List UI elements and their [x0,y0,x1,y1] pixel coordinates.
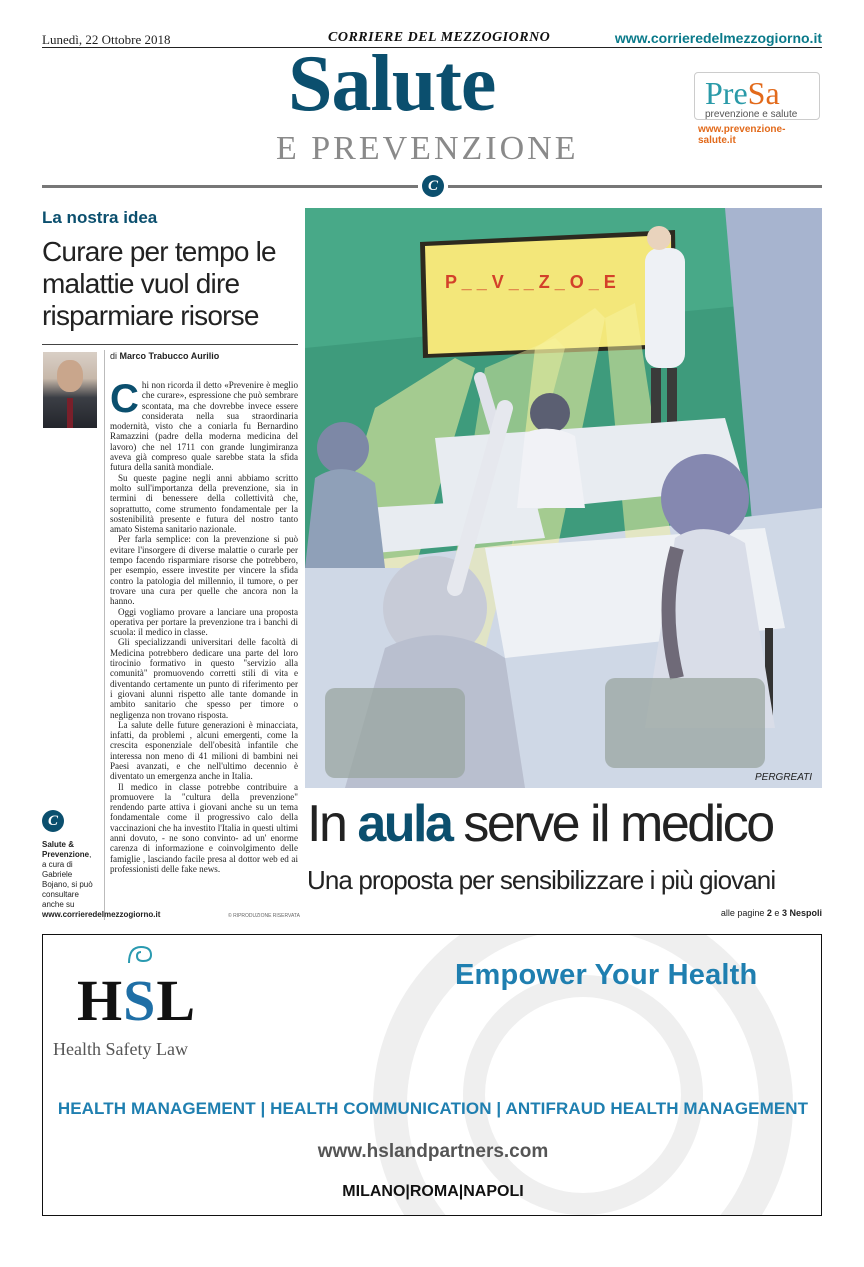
sidebar-note-text: , a cura di Gabriele Bojano, si può consultare anche su [42,850,93,909]
article-paragraph: Per farla semplice: con la prevenzione si può evitare l'insorgere di diverse malattie o curarle per tempo facendo risparmiare risorse che potrebbero, per esempio, essere investite per vincere la sfida contro la patologia del millennio, il tumore, o per trovare una cura per quelle che ancora non la hanno. [110,534,298,607]
feature-subheadline: Una proposta per sensibilizzare i più giovani [307,865,776,895]
sidebar-note-url[interactable]: www.corrieredelmezzogiorno.it [42,910,161,919]
blackboard-text: P _ _ V _ _ Z _ O _ E [445,272,616,292]
hsl-logo [77,968,197,1033]
corriere-c-logo-icon: C [42,810,64,832]
hsl-swirl-icon [127,945,153,965]
newspaper-site-link[interactable]: www.corrieredelmezzogiorno.it [614,30,822,46]
hsl-logo-s: S [123,968,157,1033]
author-face [57,360,83,392]
hsl-logo-l: L [156,968,197,1033]
feature-headline-pre: In [307,795,346,853]
article-kicker: La nostra idea [42,208,158,227]
teacher-coat [645,248,685,368]
student-head [661,454,749,542]
presa-logo[interactable] [694,72,820,146]
student-body [305,469,385,568]
presa-name-sa: Sa [747,75,780,111]
article-body [110,377,298,874]
feature-headline-post: serve il medico [463,795,773,853]
byline-prefix: di [110,351,118,361]
student-head [530,393,570,433]
hsl-logo-h: H [77,968,124,1033]
chair [325,688,465,778]
teacher-leg [651,368,661,428]
author-photo [43,352,97,428]
teacher-head [647,226,671,250]
newspaper-masthead: CORRIERE DEL MEZZOGIORNO [328,30,551,45]
article-paragraph: Il medico in classe potrebbe contribuire a promuovere la "cultura della prevenzione" rendendo parte attiva i giovani anche su un tema fondamentale come il progressivo calo della vaccinazioni che ha investito l'Italia in questi ultimi anni dovuto, - ne sono convinto- ad un' enorme carenza di informazione e coinvolgimento delle famiglie , lasciando facile presa al dottor web ed ai professionisti delle fake news. [110,781,298,874]
student-head [317,422,369,474]
presa-tagline: prevenzione e salute [705,109,798,120]
chair [605,678,765,768]
ad-url[interactable]: www.hslandpartners.com [317,1141,549,1162]
pages-prefix: alle pagine [720,908,765,918]
article-headline: Curare per tempo le malattie vuol dire risparmiare risorse [42,236,276,331]
article-byline [110,351,219,361]
issue-date: Lunedì, 22 Ottobre 2018 [42,32,171,47]
page-number: 2 [766,908,772,918]
article-paragraph: Gli specializzandi universitari delle facoltà di Medicina potrebbero dedicare una parte del loro tirocinio formativo in questo "servizio alla comunità" promuovendo corretti stili di vita e diventando certamente un punto di riferimento per i giovani alunni rispetto alle tante domande in ambito sanitario che spesso per timore o negligenza non trovano risposta. [110,637,298,720]
page-number: 3 [781,908,787,918]
feature-headline [307,794,773,854]
illustrator-signature: PERGREATI [755,772,813,783]
section-title: Salute [288,40,496,128]
pages-author: Nespoli [789,908,822,918]
pages-and: e [774,908,780,918]
student-body [517,429,585,508]
sidebar-note [42,840,161,920]
classroom-illustration-svg [305,208,822,788]
byline-author: Marco Trabucco Aurilio [119,351,220,361]
teacher-leg [667,368,677,428]
presa-name [705,77,780,109]
presa-url[interactable]: www.prevenzione-salute.it [698,124,786,146]
hsl-advertisement[interactable] [42,934,822,1216]
corriere-c-logo-icon: C [422,175,444,197]
column-divider [104,350,105,920]
article-paragraph: La salute delle future generazioni è minacciata, infatti, da problemi , alcuni emergenti, come la crescita esponenziale dell'obesità infantile che interessa non meno di 41 milioni di bambini nei Paesi avanzati, e che nell'ultimo decennio è diventato un emergenza anche in Italia. [110,719,298,782]
author-tie [67,398,73,428]
ad-cities: MILANO|ROMA|NAPOLI [342,1183,524,1200]
classroom-illustration [305,208,822,788]
article-paragraph [110,377,298,473]
headline-divider [42,344,298,345]
hsl-tagline: Health Safety Law [53,1039,188,1059]
article-paragraph: Oggi vogliamo provare a lanciare una proposta operativa per portare la prevenzione tra i banchi di scuola: il medico in classe. [110,606,298,638]
first-paragraph-text: hi non ricorda il detto «Prevenire è meglio che curare», espressione che può sembrare scontata, ma che dovrebbe invece essere considerata nella sua straordinaria modernità, visto che a coniarla fu Bernardino Ramazzini (padre della moderna medicina del lavoro) che nel 1711 con grande lungimiranza aveva già compreso quale sarebbe stata la sfida futura della sanità mondiale. [110,380,298,473]
ad-background-ring [463,975,703,1215]
drop-cap: C [110,377,139,421]
article-paragraph: Su queste pagine negli anni abbiamo scritto molto sull'importanza della prevenzione, sia in termini di benessere della collettività che, soprattutto, come strumento fondamentale per la sostenibilità presente e futura del nostro tanto amato Sistema sanitario nazionale. [110,472,298,535]
section-subtitle: E PREVENZIONE [276,130,579,167]
copyright-notice: © RIPRODUZIONE RISERVATA [228,913,300,919]
sidebar-note-title: Salute & Prevenzione [42,840,90,859]
presa-logo-box [694,72,820,120]
ad-services: HEALTH MANAGEMENT | HEALTH COMMUNICATION | ANTIFRAUD HEALTH MANAGEMENT [57,1099,809,1118]
ad-slogan: Empower Your Health [455,959,758,991]
feature-headline-bold: aula [357,795,452,853]
pages-reference[interactable] [721,908,822,918]
presa-name-pre: Pre [705,75,748,111]
